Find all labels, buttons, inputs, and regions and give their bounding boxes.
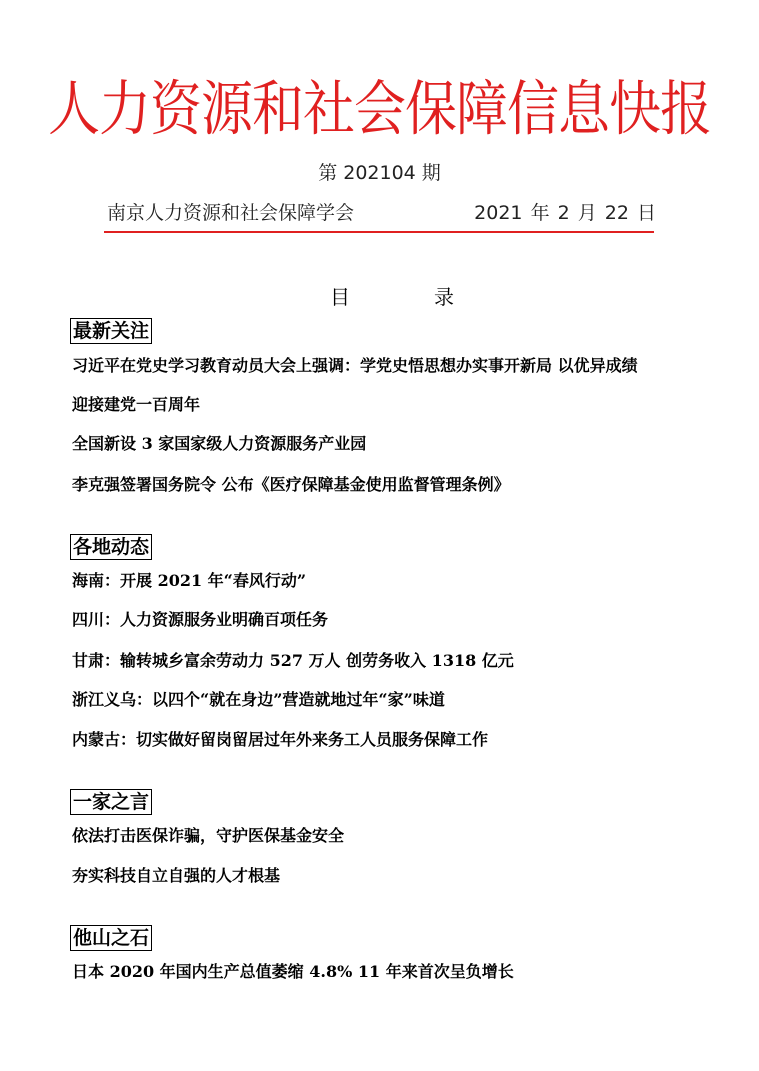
toc-item[interactable]: 内蒙古：切实做好留岗留居过年外来务工人员服务保障工作 (72, 730, 489, 749)
issue-number: 第 202104 期 (318, 162, 441, 184)
toc-item[interactable]: 日本 2020 年国内生产总值萎缩 4.8% 11 年来首次呈负增长 (72, 962, 514, 981)
publisher-name: 南京人力资源和社会保障学会 (107, 202, 355, 224)
section-heading-regional: 各地动态 (70, 534, 152, 560)
toc-item[interactable]: 海南：开展 2021 年“春风行动” (72, 571, 307, 590)
masthead-title: 人力资源和社会保障信息快报 (47, 75, 711, 145)
toc-item[interactable]: 四川：人力资源服务业明确百项任务 (72, 610, 329, 629)
toc-title: 目录 (330, 285, 538, 309)
toc-item[interactable]: 夯实科技自立自强的人才根基 (72, 866, 281, 885)
toc-item[interactable]: 依法打击医保诈骗，守护医保基金安全 (72, 826, 345, 845)
section-heading-abroad: 他山之石 (70, 925, 152, 951)
toc-item[interactable]: 全国新设 3 家国家级人力资源服务产业园 (72, 434, 367, 453)
toc-item[interactable]: 甘肃：输转城乡富余劳动力 527 万人 创劳务收入 1318 亿元 (72, 651, 514, 670)
toc-item[interactable]: 习近平在党史学习教育动员大会上强调：学党史悟思想办实事开新局 以优异成绩 (72, 356, 638, 375)
toc-item[interactable]: 李克强签署国务院令 公布《医疗保障基金使用监督管理条例》 (72, 475, 510, 494)
section-heading-latest: 最新关注 (70, 318, 152, 344)
header-divider (104, 231, 654, 233)
publish-date: 2021 年 2 月 22 日 (474, 202, 656, 224)
toc-item[interactable]: 浙江义乌：以四个“就在身边”营造就地过年“家”味道 (72, 690, 445, 709)
toc-item[interactable]: 迎接建党一百周年 (72, 395, 201, 414)
section-heading-opinion: 一家之言 (70, 789, 152, 815)
